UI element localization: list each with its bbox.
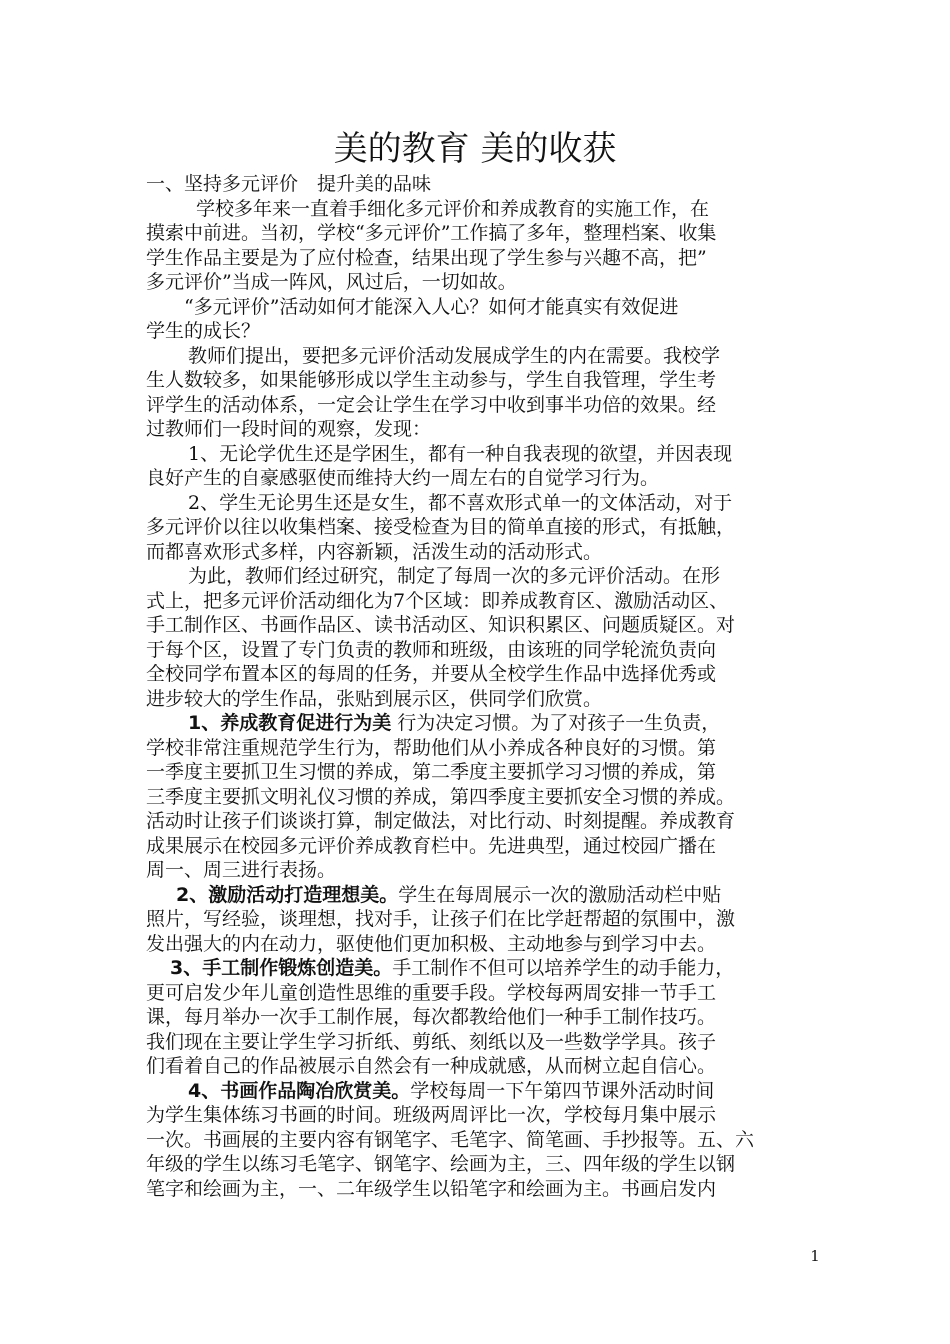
line-text: 学校多年来一直着手细化多元评价和养成教育的实施工作，在	[196, 197, 710, 220]
line-text: 学生的成长？	[146, 320, 261, 342]
line-text: 成果展示在校园多元评价养成教育栏中。先进典型，通过校园广播在	[146, 834, 717, 857]
text-line	[146, 540, 810, 565]
line-text: 2、学生无论男生还是女生，都不喜欢形式单一的文体活动，对于	[188, 491, 733, 514]
line-text: 学校非常注重规范学生行为，帮助他们从小养成各种良好的习惯。第	[146, 736, 717, 759]
line-text: 良好产生的自豪感驱使而维持大约一周左右的自觉学习行为。	[146, 467, 660, 489]
line-text: 为学生集体练习书画的时间。班级两周评比一次，学校每月集中展示	[146, 1104, 717, 1126]
line-text: 全校同学布置本区的每周的任务，并要从全校学生作品中选择优秀或	[146, 663, 717, 685]
text-line	[146, 515, 810, 540]
text-line	[146, 417, 810, 442]
line-text: “多元评价”活动如何才能深入人心？如何才能真实有效促进	[184, 295, 679, 318]
section-heading: 3、手工制作锻炼创造美。	[170, 957, 393, 979]
section-heading: 1、养成教育促进行为美	[188, 712, 392, 734]
line-text: 学生作品主要是为了应付检查，结果出现了学生参与兴趣不高，把”	[146, 246, 707, 269]
line-text: 进步较大的学生作品，张贴到展示区，供同学们欣赏。	[146, 687, 603, 710]
page-number: 1	[810, 1247, 820, 1265]
text-line	[146, 1030, 810, 1055]
section-heading: 2、激励活动打造理想美。	[176, 883, 399, 906]
line-text: 一、坚持多元评价 提升美的品味	[146, 173, 432, 195]
document-title: 美的教育 美的收获	[333, 129, 617, 169]
text-line	[146, 785, 810, 810]
text-line	[146, 662, 810, 687]
line-text: 生人数较多，如果能够形成以学生主动参与，学生自我管理，学生考	[146, 369, 717, 391]
text-line	[146, 1079, 810, 1104]
text-line	[146, 295, 810, 320]
line-text: 多元评价以往以收集档案、接受检查为目的简单直接的形式，有抵触，	[146, 516, 736, 538]
document-body	[146, 172, 810, 1201]
line-text: 式上，把多元评价活动细化为7个区域：即养成教育区、激励活动区、	[146, 589, 729, 612]
line-text: 周一、周三进行表扬。	[146, 859, 337, 881]
text-line	[146, 1103, 810, 1128]
line-text: 照片，写经验，谈理想，找对手，让孩子们在比学赶帮超的氛围中，激	[146, 908, 736, 930]
text-line	[146, 393, 810, 418]
text-line	[146, 344, 810, 369]
text-line	[146, 442, 810, 467]
line-text: 三季度主要抓文明礼仪习惯的养成，第四季度主要抓安全习惯的养成。	[146, 785, 736, 808]
line-text: 学生在每周展示一次的激励活动栏中贴	[398, 883, 722, 906]
line-text: 而都喜欢形式多样，内容新颖，活泼生动的活动形式。	[146, 540, 603, 563]
text-line	[146, 711, 810, 736]
line-text: 于每个区，设置了专门负责的教师和班级，由该班的同学轮流负责向	[146, 638, 717, 661]
text-line	[146, 1128, 810, 1153]
line-text: 发出强大的内在动力，驱使他们更加积极、主动地参与到学习中去。	[146, 932, 717, 955]
text-line	[146, 466, 810, 491]
text-line	[146, 760, 810, 785]
text-line	[146, 1152, 810, 1177]
text-line	[146, 638, 810, 663]
text-line	[146, 981, 810, 1006]
line-text: 为此，教师们经过研究，制定了每周一次的多元评价活动。在形	[188, 565, 721, 587]
text-line	[146, 589, 810, 614]
text-line	[146, 319, 810, 344]
line-text: 1、无论学优生还是学困生，都有一种自我表现的欲望，并因表现	[188, 442, 733, 465]
line-text: 多元评价”当成一阵风，风过后，一切如故。	[146, 271, 517, 293]
text-line	[146, 1005, 810, 1030]
text-line	[146, 736, 810, 761]
text-line	[146, 564, 810, 589]
text-line	[146, 172, 810, 197]
text-line	[146, 613, 810, 638]
section-heading: 4、书画作品陶冶欣赏美。	[188, 1079, 411, 1102]
text-line	[146, 491, 810, 516]
text-line	[146, 932, 810, 957]
text-line	[146, 246, 810, 271]
text-line	[146, 834, 810, 859]
text-line	[146, 687, 810, 712]
text-line	[146, 221, 810, 246]
line-text: 行为决定习惯。为了对孩子一生负责，	[391, 712, 721, 734]
line-text: 评学生的活动体系，一定会让学生在学习中收到事半功倍的效果。经	[146, 393, 717, 416]
line-text: 笔字和绘画为主，一、二年级学生以铅笔字和绘画为主。书画启发内	[146, 1177, 717, 1200]
line-text: 过教师们一段时间的观察，发现：	[146, 418, 432, 440]
line-text: 摸索中前进。当初，学校“多元评价”工作搞了多年，整理档案、收集	[146, 222, 717, 244]
line-text: 我们现在主要让学生学习折纸、剪纸、刻纸以及一些数学学具。孩子	[146, 1030, 717, 1053]
line-text: 手工制作不但可以培养学生的动手能力，	[392, 957, 735, 979]
text-line	[146, 197, 810, 222]
line-text: 更可启发少年儿童创造性思维的重要手段。学校每两周安排一节手工	[146, 981, 717, 1004]
line-text: 们看着自己的作品被展示自然会有一种成就感，从而树立起自信心。	[146, 1055, 717, 1077]
text-line	[146, 907, 810, 932]
line-text: 年级的学生以练习毛笔字、钢笔字、绘画为主，三、四年级的学生以钢	[146, 1153, 736, 1175]
line-text: 教师们提出，要把多元评价活动发展成学生的内在需要。我校学	[188, 344, 721, 367]
text-line	[146, 858, 810, 883]
line-text: 一季度主要抓卫生习惯的养成，第二季度主要抓学习习惯的养成，第	[146, 761, 717, 783]
text-line	[146, 883, 810, 908]
line-text: 课，每月举办一次手工制作展，每次都教给他们一种手工制作技巧。	[146, 1006, 717, 1028]
text-line	[146, 1177, 810, 1202]
line-text: 一次。书画展的主要内容有钢笔字、毛笔字、简笔画、手抄报等。五、六	[146, 1128, 755, 1151]
line-text: 手工制作区、书画作品区、读书活动区、知识积累区、问题质疑区。对	[146, 614, 736, 636]
line-text: 学校每周一下午第四节课外活动时间	[410, 1079, 715, 1102]
text-line	[146, 1054, 810, 1079]
line-text: 活动时让孩子们谈谈打算，制定做法，对比行动、时刻提醒。养成教育	[146, 810, 736, 832]
text-line	[146, 270, 810, 295]
text-line	[146, 809, 810, 834]
text-line	[146, 368, 810, 393]
text-line	[146, 956, 810, 981]
